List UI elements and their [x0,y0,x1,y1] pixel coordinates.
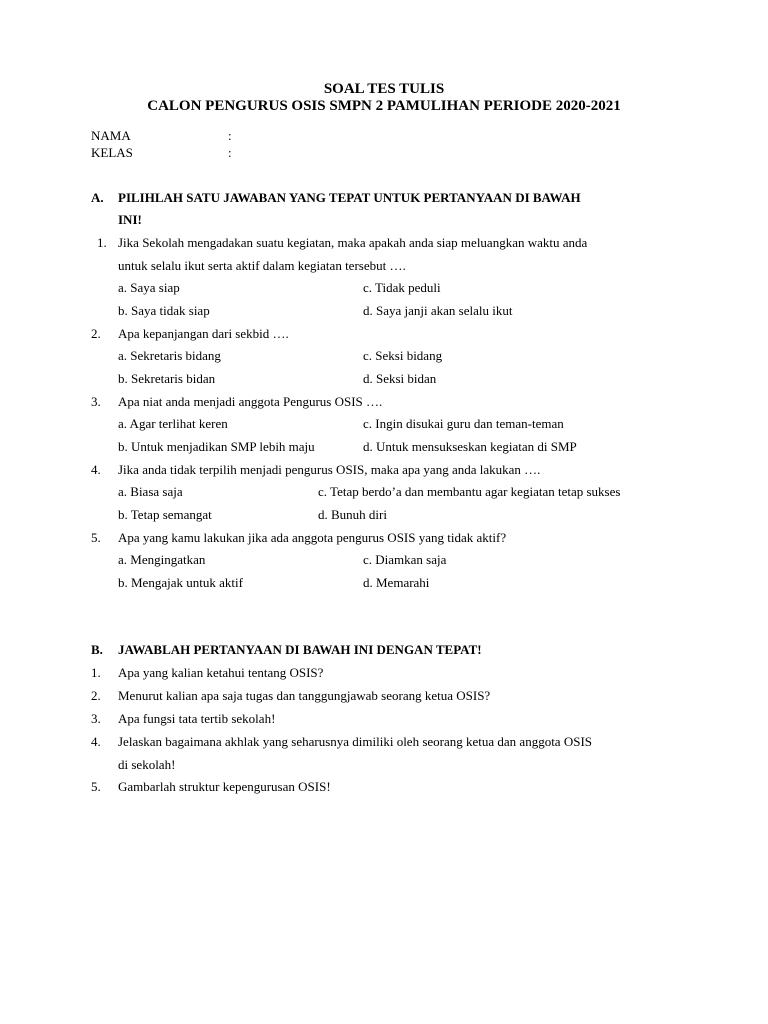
question-number: 3. [91,394,101,409]
option-b: b. Untuk menjadikan SMP lebih maju [118,439,315,454]
question-text: Apa kepanjangan dari sekbid …. [118,326,289,341]
question-number: 5. [91,779,101,794]
option-d: d. Seksi bidan [363,371,437,386]
option-b: b. Tetap semangat [118,507,212,522]
option-c: c. Ingin disukai guru dan teman-teman [363,416,564,431]
question-text-cont: untuk selalu ikut serta aktif dalam kegiatan tersebut …. [118,258,406,273]
question-text: Menurut kalian apa saja tugas dan tanggungjawab seorang ketua OSIS? [118,688,491,703]
option-b: b. Saya tidak siap [118,303,210,318]
nama-label: NAMA [91,128,131,143]
question-text: Jika Sekolah mengadakan suatu kegiatan, maka apakah anda siap meluangkan waktu anda [118,235,588,250]
kelas-colon: : [228,145,232,160]
nama-colon: : [228,128,232,143]
option-c: c. Diamkan saja [363,552,447,567]
option-a: a. Biasa saja [118,484,183,499]
kelas-label: KELAS [91,145,133,160]
option-d: d. Memarahi [363,575,430,590]
question-text: Jelaskan bagaimana akhlak yang seharusnya dimiliki oleh seorang ketua dan anggota OSIS [118,734,593,749]
section-a-heading: PILIHLAH SATU JAWABAN YANG TEPAT UNTUK PERTANYAAN DI BAWAH [118,190,581,205]
option-a: a. Agar terlihat keren [118,416,228,431]
question-number: 2. [91,326,101,341]
section-b-heading: JAWABLAH PERTANYAAN DI BAWAH INI DENGAN TEPAT! [118,642,482,657]
section-a-letter: A. [91,190,104,205]
question-text: Apa fungsi tata tertib sekolah! [118,711,276,726]
option-a: a. Mengingatkan [118,552,206,567]
question-number: 4. [91,734,101,749]
document-title: SOAL TES TULIS [323,81,445,97]
option-c: c. Seksi bidang [363,348,443,363]
question-text-cont: di sekolah! [118,757,176,772]
section-b-letter: B. [91,642,103,657]
question-text: Jika anda tidak terpilih menjadi pengurus OSIS, maka apa yang anda lakukan …. [118,462,541,477]
question-number: 5. [91,530,101,545]
question-text: Apa yang kamu lakukan jika ada anggota pengurus OSIS yang tidak aktif? [118,530,507,545]
option-d: d. Bunuh diri [318,507,387,522]
question-text: Apa yang kalian ketahui tentang OSIS? [118,665,324,680]
option-c: c. Tetap berdo’a dan membantu agar kegiatan tetap sukses [318,484,621,499]
question-number: 2. [91,688,101,703]
option-b: b. Sekretaris bidan [118,371,216,386]
option-a: a. Sekretaris bidang [118,348,221,363]
question-number: 1. [91,665,101,680]
question-number: 3. [91,711,101,726]
question-text: Gambarlah struktur kepengurusan OSIS! [118,779,331,794]
document-subtitle: CALON PENGURUS OSIS SMPN 2 PAMULIHAN PERIODE 2020-2021 [147,98,621,114]
option-b: b. Mengajak untuk aktif [118,575,243,590]
option-d: d. Saya janji akan selalu ikut [363,303,513,318]
question-text: Apa niat anda menjadi anggota Pengurus OSIS …. [118,394,383,409]
section-a-heading-cont: INI! [118,212,142,227]
question-number: 4. [91,462,101,477]
option-d: d. Untuk mensukseskan kegiatan di SMP [363,439,577,454]
option-a: a. Saya siap [118,280,180,295]
option-c: c. Tidak peduli [363,280,441,295]
question-number: 1. [97,235,107,250]
